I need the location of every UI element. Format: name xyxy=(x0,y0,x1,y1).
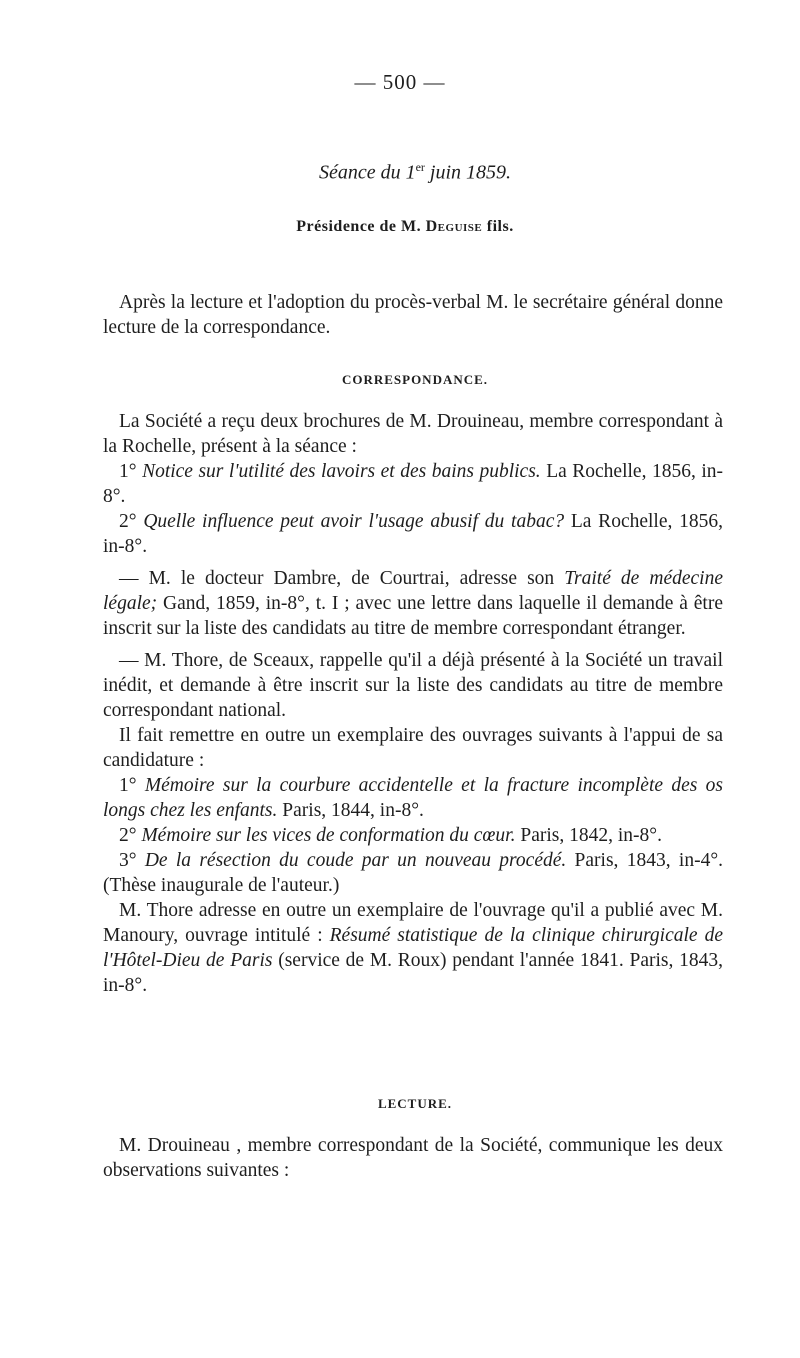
presidency-pre: Présidence de M. xyxy=(296,218,426,235)
work-item-1-rest: Paris, 1844, in-8°. xyxy=(277,800,424,821)
dambre-rest: Gand, 1859, in-8°, t. I ; avec une lettre dans laquelle il demande à être inscrit sur la liste des candidats au titre de membre correspondant étranger. xyxy=(103,593,723,639)
work-item-2-num: 2° xyxy=(119,825,142,846)
work-item-3 xyxy=(103,848,723,898)
lecture-heading: LECTURE. xyxy=(377,1096,453,1111)
page-number: — 500 — xyxy=(354,70,446,94)
brochure-item-1-rest: La Rochelle, 1856, in-8°. xyxy=(103,461,723,507)
correspondence-paragraph-4: Il fait remettre en outre un exemplaire des ouvrages suivants à l'appui de sa candidature : xyxy=(103,725,723,771)
session-day-suffix: er xyxy=(415,160,425,174)
intro-block xyxy=(103,290,723,340)
work-item-1 xyxy=(103,773,723,823)
brochure-item-2-title: Quelle influence peut avoir l'usage abusif du tabac? xyxy=(143,511,565,532)
correspondence-paragraph-1: La Société a reçu deux brochures de M. Drouineau, membre correspondant à la Rochelle, présent à la séance : xyxy=(103,411,723,457)
lecture-paragraph: M. Drouineau , membre correspondant de la Société, communique les deux observations suivantes : xyxy=(103,1135,723,1181)
session-title-pre: Séance du xyxy=(318,161,406,184)
brochure-item-2-rest: La Rochelle, 1856, in-8°. xyxy=(103,511,723,557)
correspondence-paragraph-2 xyxy=(103,566,723,641)
thore-rest: (service de M. Roux) pendant l'année 1841. Paris, 1843, in-8°. xyxy=(103,950,723,996)
correspondence-heading: CORRESPONDANCE. xyxy=(341,372,489,387)
session-day: 1 xyxy=(405,161,416,184)
thore-pre: M. Thore adresse en outre un exemplaire de l'ouvrage qu'il a publié avec M. Manoury, ouvrage intitulé : xyxy=(103,900,723,946)
presidency-name: Deguise xyxy=(425,218,483,235)
correspondence-paragraph-3: — M. Thore, de Sceaux, rappelle qu'il a déjà présenté à la Société un travail inédit, et demande à être inscrit sur la liste des candidats au titre de membre correspondant national. xyxy=(103,650,723,721)
intro-paragraph: Après la lecture et l'adoption du procès-verbal M. le secrétaire général donne lecture de la correspondance. xyxy=(103,292,723,338)
work-item-2-title: Mémoire sur les vices de conformation du cœur. xyxy=(141,825,516,846)
work-item-1-title: Mémoire sur la courbure accidentelle et la fracture incomplète des os longs chez les enfants. xyxy=(103,775,723,821)
dambre-pre: — M. le docteur Dambre, de Courtrai, adresse son xyxy=(119,568,565,589)
session-title xyxy=(0,160,800,185)
brochure-item-1 xyxy=(103,459,723,509)
correspondence-block xyxy=(103,409,723,998)
presidency-line xyxy=(0,218,800,236)
paragraph-gap xyxy=(103,641,723,648)
work-item-2 xyxy=(103,823,723,848)
brochure-item-1-num: 1° xyxy=(119,461,143,482)
brochure-item-1-title: Notice sur l'utilité des lavoirs et des bains publics. xyxy=(142,461,541,482)
session-title-post: juin 1859. xyxy=(424,161,512,184)
lecture-block xyxy=(103,1133,723,1183)
presidency-post: fils. xyxy=(482,218,514,235)
dambre-title: Traité de médecine légale; xyxy=(103,568,723,614)
correspondence-paragraph-5 xyxy=(103,898,723,998)
paragraph-gap xyxy=(103,559,723,566)
work-item-3-rest: Paris, 1843, in-4°. (Thèse inaugurale de l'auteur.) xyxy=(103,850,723,896)
work-item-1-num: 1° xyxy=(119,775,145,796)
work-item-2-rest: Paris, 1842, in-8°. xyxy=(515,825,662,846)
thore-title: Résumé statistique de la clinique chirurgicale de l'Hôtel-Dieu de Paris xyxy=(103,925,723,971)
brochure-item-2 xyxy=(103,509,723,559)
work-item-3-title: De la résection du coude par un nouveau procédé. xyxy=(144,850,567,871)
brochure-item-2-num: 2° xyxy=(119,511,144,532)
work-item-3-num: 3° xyxy=(119,850,145,871)
